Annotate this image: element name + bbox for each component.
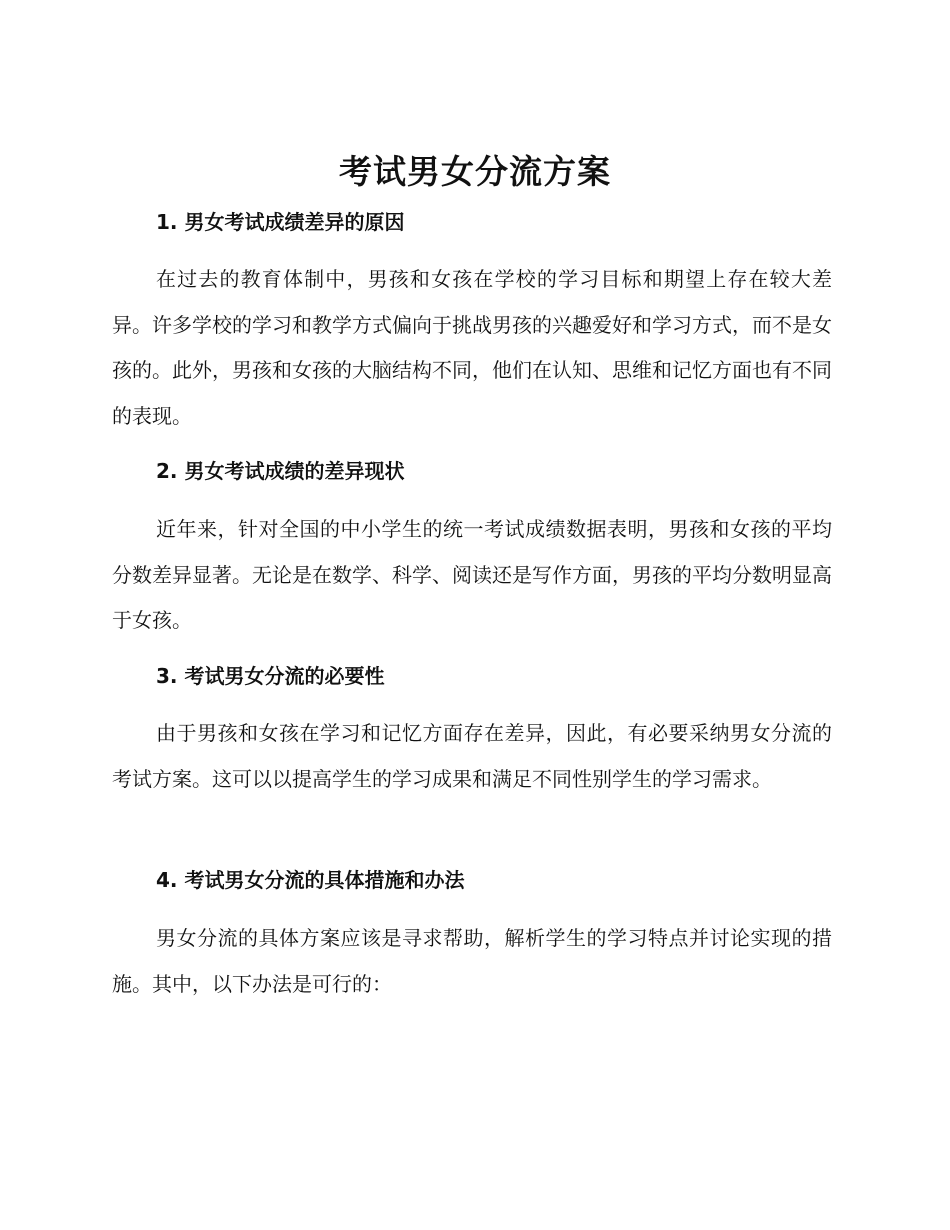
section-paragraph-1: 在过去的教育体制中，男孩和女孩在学校的学习目标和期望上存在较大差异。许多学校的学习和教学方式偏向于挑战男孩的兴趣爱好和学习方式，而不是女孩的。此外，男孩和女孩的大脑结构不同，他们在认知、思维和记忆方面也有不同的表现。: [112, 267, 832, 428]
section-paragraph-4: 男女分流的具体方案应该是寻求帮助，解析学生的学习特点并讨论实现的措施。其中，以下办法是可行的：: [112, 926, 832, 996]
section-paragraph-2: 近年来，针对全国的中小学生的统一考试成绩数据表明，男孩和女孩的平均分数差异显著。无论是在数学、科学、阅读还是写作方面，男孩的平均分数明显高于女孩。: [112, 517, 832, 632]
section-heading-1: 1. 男女考试成绩差异的原因: [156, 210, 405, 234]
section-heading-3: 3. 考试男女分流的必要性: [156, 664, 385, 688]
document-title: 考试男女分流方案: [339, 152, 611, 191]
section-heading-4: 4. 考试男女分流的具体措施和办法: [156, 868, 465, 892]
section-paragraph-3: 由于男孩和女孩在学习和记忆方面存在差异，因此，有必要采纳男女分流的考试方案。这可以以提高学生的学习成果和满足不同性别学生的学习需求。: [112, 721, 832, 791]
section-heading-2: 2. 男女考试成绩的差异现状: [156, 459, 405, 483]
